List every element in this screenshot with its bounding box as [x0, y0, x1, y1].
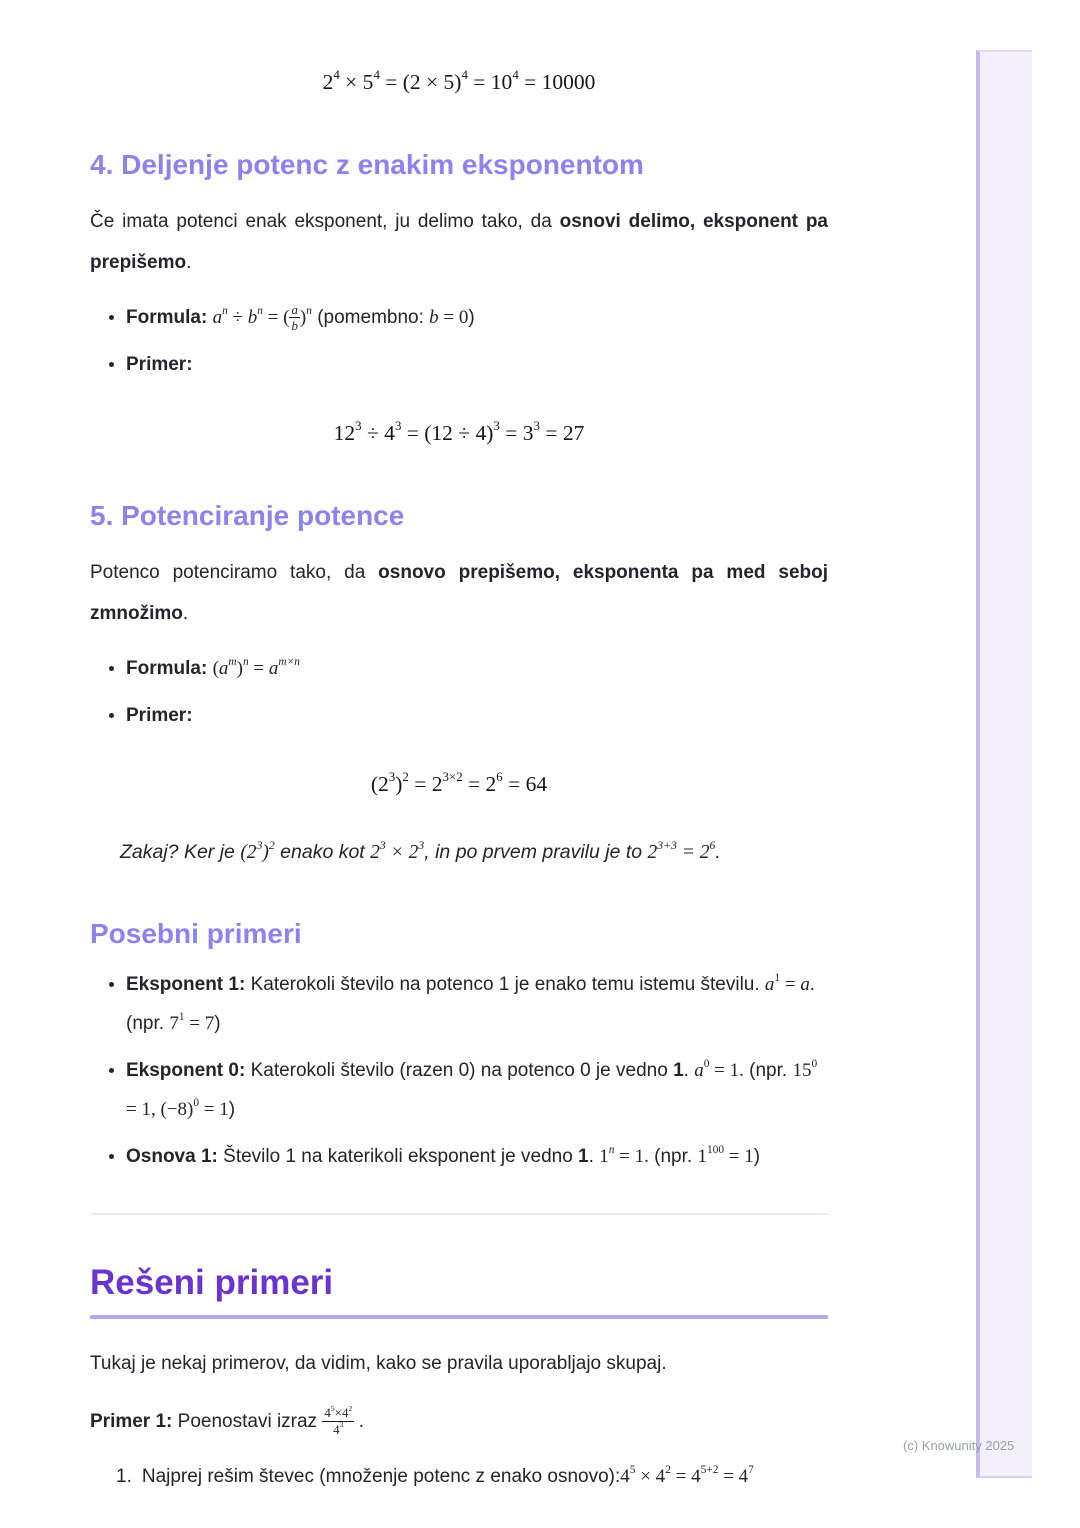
- primer-1-step-1: [90, 1457, 828, 1497]
- bullet-formula: • Formula: $a^n \div b^n$ = ( $\frac{a}{b}$ )$^n$ (pomembno: b = 0): [126, 299, 828, 338]
- section-5-heading: 5. Potenciranje potence: [90, 499, 405, 531]
- heading-underline: [90, 1315, 828, 1319]
- bullet-exponent-0: • Eksponent 0: Katerokoli število (razen 0) na potenco 0 je vedno 1. $a^0 = 1$. (npr. $15^0 = 1$, $(-8)^0 = 1$): [126, 1052, 828, 1130]
- bullet-primer: • Primer:: [126, 346, 828, 385]
- notes-content: [90, 0, 828, 1497]
- section-5-intro: Potenco potenciramo tako, da osnovo prepišemo, eksponenta pa med seboj zmnožimo.: [90, 561, 829, 624]
- bullet-primer: • Primer:: [126, 697, 828, 736]
- page-edge-panel: [976, 50, 1032, 1478]
- section-5-bullet-list: [90, 650, 828, 736]
- section-4-bullet-list: [90, 299, 828, 385]
- solved-examples-heading: Rešeni primeri: [90, 1262, 334, 1302]
- special-cases-heading: Posebni primeri: [90, 917, 302, 949]
- primer-1-statement: Primer 1: Poenostavi izraz $\frac{4^5\times 4^2}{4^3}$ .: [90, 1404, 364, 1437]
- step-number: 1.: [116, 1466, 132, 1488]
- copyright-watermark: (c) Knowunity 2025: [903, 1438, 1015, 1453]
- formula-quotient-example: $12^3 \div 4^3 = (12 \div 4)^3 = 3^3 = 27$: [333, 418, 585, 445]
- formula-product-same-exponent: $2^4 \times 5^4 = (2 \times 5)^4 = 10^4 = 10000$: [322, 67, 596, 94]
- section-4-intro: Če imata potenci enak eksponent, ju delimo tako, da osnovi delimo, eksponent pa prepišemo.: [90, 211, 828, 274]
- step-text: Najprej rešim števec (množenje potenc z enako $osnovo):4^5 \times 4^2 = 4^{5+2} = 4^7$: [141, 1464, 754, 1488]
- bullet-base-1: • Osnova 1: Število 1 na katerikoli eksponent je vedno 1. $1^n = 1$. (npr. $1^{100} = 1$): [126, 1138, 828, 1177]
- solved-examples-intro: Tukaj je nekaj primerov, da vidim, kako se pravila uporabljajo skupaj.: [90, 1352, 667, 1374]
- section-4-heading: 4. Deljenje potenc z enakim eksponentom: [90, 149, 644, 180]
- bullet-exponent-1: • Eksponent 1: Katerokoli število na potenco 1 je enako temu istemu številu. $a^1 = a$. (npr. $7^1 = 7$): [126, 966, 828, 1044]
- special-cases-list: [90, 966, 828, 1177]
- explanation-note: Zakaj? Ker je $(2^3)^2$ enako kot $2^3 \times 2^3$, in po prvem pravilu je to $2^{3+3} = 2^6$.: [120, 838, 721, 863]
- formula-power-of-power-example: $(2^3)^2 = 2^{3\times 2} = 2^6 = 64$: [370, 769, 548, 796]
- section-divider: [90, 1213, 828, 1215]
- bullet-formula: • Formula: $(a^m)^n = a^{m\times n}$: [126, 650, 828, 689]
